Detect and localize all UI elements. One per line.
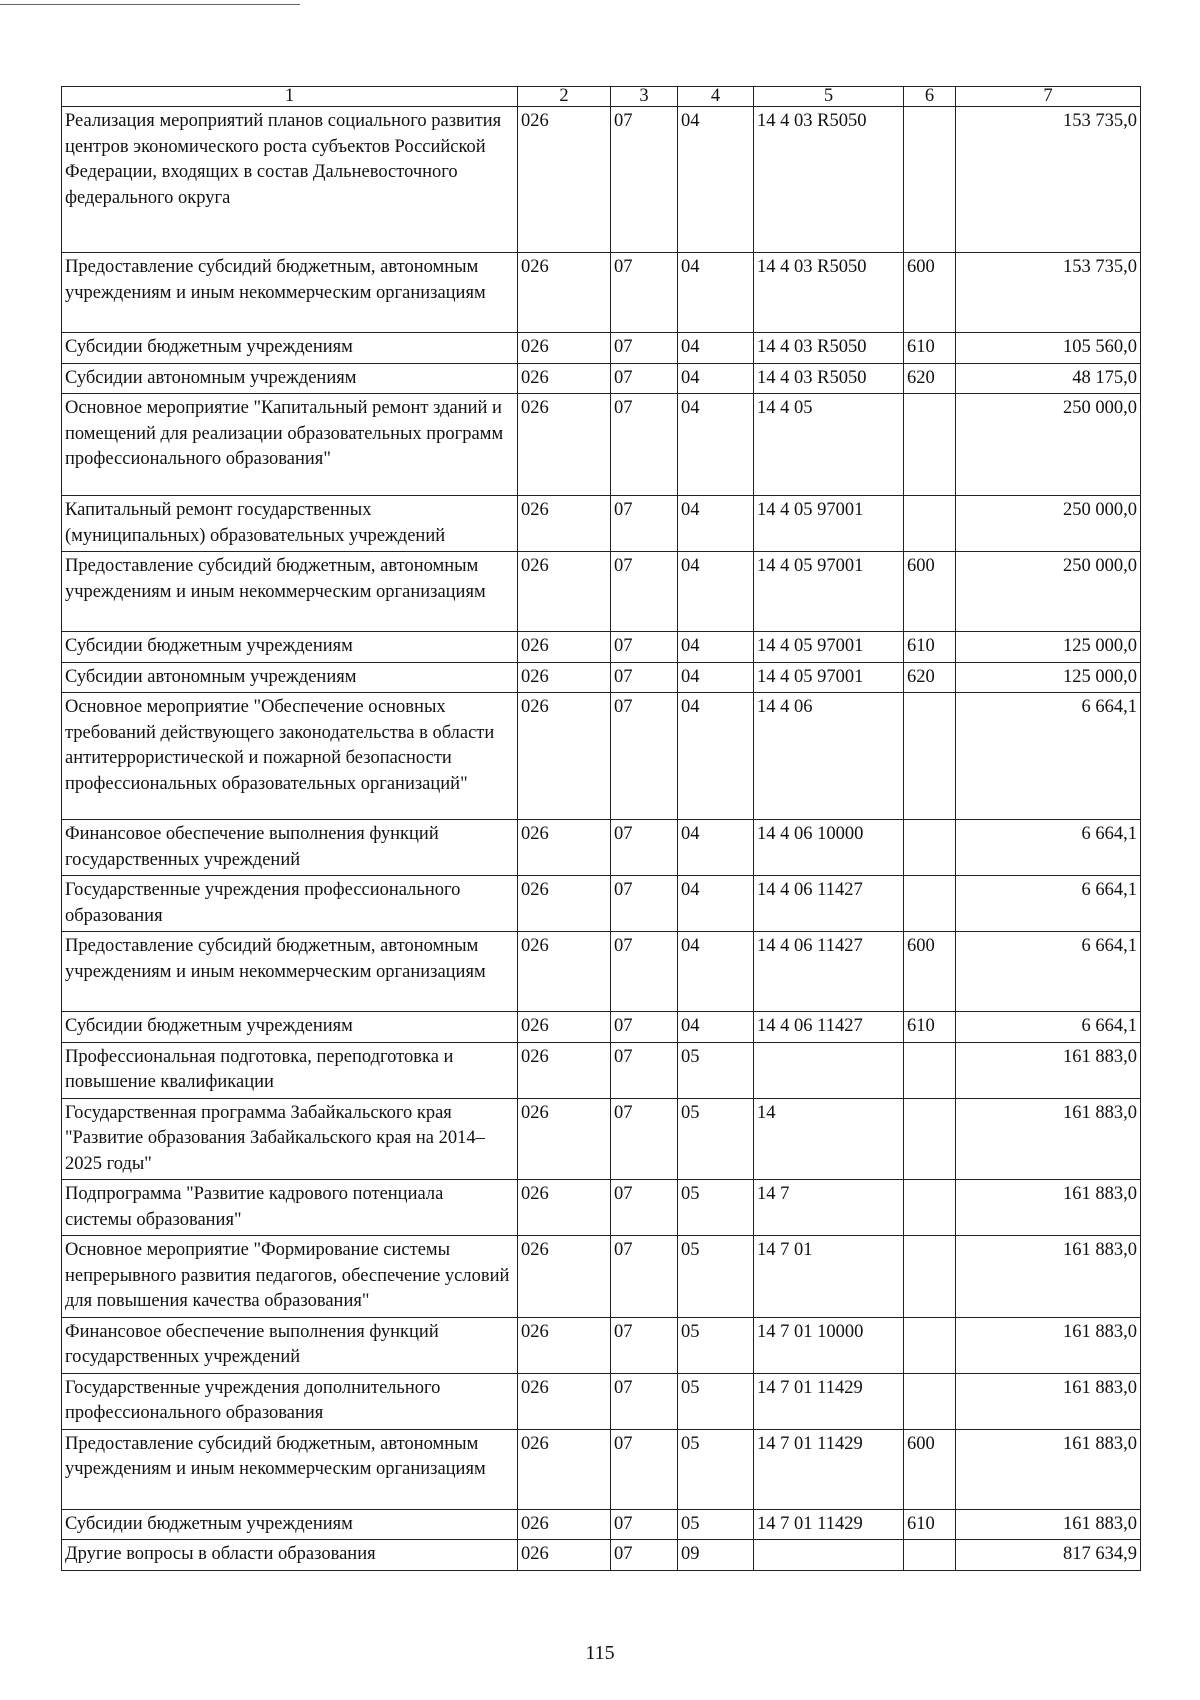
cell-target-article: 14 4 06 11427	[754, 1012, 904, 1043]
cell-admin-code: 026	[518, 107, 611, 253]
cell-expense-type: 610	[904, 333, 956, 364]
cell-amount: 105 560,0	[956, 333, 1141, 364]
table-row	[62, 1317, 1141, 1373]
cell-admin-code: 026	[518, 552, 611, 632]
cell-section: 07	[611, 1373, 678, 1429]
cell-name: Реализация мероприятий планов социального развития центров экономического роста субъектов Российской Федерации, входящих в состав Дальневосточного федерального округа	[62, 107, 518, 253]
cell-expense-type: 610	[904, 1509, 956, 1540]
cell-name: Государственная программа Забайкальского края "Развитие образования Забайкальского края на 2014–2025 годы"	[62, 1098, 518, 1180]
cell-target-article: 14 4 06 10000	[754, 820, 904, 876]
cell-subsection: 05	[678, 1509, 754, 1540]
cell-amount: 6 664,1	[956, 820, 1141, 876]
cell-subsection: 04	[678, 693, 754, 820]
cell-target-article: 14 4 05 97001	[754, 552, 904, 632]
cell-subsection: 04	[678, 496, 754, 552]
cell-subsection: 04	[678, 876, 754, 932]
cell-admin-code: 026	[518, 1180, 611, 1236]
table-body	[62, 107, 1141, 1571]
cell-section: 07	[611, 333, 678, 364]
cell-admin-code: 026	[518, 1317, 611, 1373]
table-row	[62, 1042, 1141, 1098]
cell-target-article	[754, 1540, 904, 1571]
header-cell: 7	[956, 87, 1141, 107]
cell-target-article: 14 7	[754, 1180, 904, 1236]
cell-amount: 6 664,1	[956, 1012, 1141, 1043]
cell-admin-code: 026	[518, 662, 611, 693]
cell-subsection: 04	[678, 253, 754, 333]
top-rule	[0, 4, 300, 5]
cell-subsection: 04	[678, 662, 754, 693]
header-row	[62, 87, 1141, 107]
cell-subsection: 05	[678, 1180, 754, 1236]
table-row	[62, 632, 1141, 663]
cell-section: 07	[611, 1317, 678, 1373]
cell-name: Основное мероприятие "Обеспечение основных требований действующего законодательства в области антитеррористической и пожарной безопасности профессиональных образовательных организаций"	[62, 693, 518, 820]
cell-subsection: 04	[678, 107, 754, 253]
cell-amount: 161 883,0	[956, 1429, 1141, 1509]
cell-target-article: 14 7 01	[754, 1236, 904, 1318]
table-row	[62, 496, 1141, 552]
cell-admin-code: 026	[518, 496, 611, 552]
cell-amount: 153 735,0	[956, 107, 1141, 253]
cell-section: 07	[611, 932, 678, 1012]
cell-amount: 250 000,0	[956, 552, 1141, 632]
cell-name: Финансовое обеспечение выполнения функций государственных учреждений	[62, 1317, 518, 1373]
cell-subsection: 05	[678, 1042, 754, 1098]
cell-admin-code: 026	[518, 1540, 611, 1571]
cell-expense-type: 600	[904, 932, 956, 1012]
cell-section: 07	[611, 820, 678, 876]
cell-amount: 161 883,0	[956, 1509, 1141, 1540]
table-row	[62, 932, 1141, 1012]
cell-amount: 125 000,0	[956, 662, 1141, 693]
cell-admin-code: 026	[518, 693, 611, 820]
cell-name: Предоставление субсидий бюджетным, автономным учреждениям и иным некоммерческим организациям	[62, 552, 518, 632]
cell-amount: 161 883,0	[956, 1373, 1141, 1429]
cell-admin-code: 026	[518, 363, 611, 394]
cell-expense-type	[904, 820, 956, 876]
cell-expense-type	[904, 1540, 956, 1571]
cell-subsection: 04	[678, 552, 754, 632]
cell-amount: 161 883,0	[956, 1317, 1141, 1373]
cell-target-article: 14 7 01 11429	[754, 1373, 904, 1429]
cell-target-article	[754, 1042, 904, 1098]
cell-section: 07	[611, 1429, 678, 1509]
cell-amount: 125 000,0	[956, 632, 1141, 663]
table-row	[62, 107, 1141, 253]
cell-expense-type	[904, 496, 956, 552]
cell-name: Предоставление субсидий бюджетным, автономным учреждениям и иным некоммерческим организациям	[62, 932, 518, 1012]
cell-name: Субсидии бюджетным учреждениям	[62, 632, 518, 663]
cell-section: 07	[611, 1180, 678, 1236]
cell-expense-type: 620	[904, 662, 956, 693]
cell-subsection: 05	[678, 1236, 754, 1318]
cell-target-article: 14 4 03 R5050	[754, 253, 904, 333]
cell-section: 07	[611, 1012, 678, 1043]
cell-amount: 6 664,1	[956, 693, 1141, 820]
cell-name: Предоставление субсидий бюджетным, автономным учреждениям и иным некоммерческим организациям	[62, 1429, 518, 1509]
budget-table	[61, 86, 1141, 1571]
cell-name: Основное мероприятие "Капитальный ремонт зданий и помещений для реализации образовательных программ профессионального образования"	[62, 394, 518, 496]
cell-expense-type	[904, 107, 956, 253]
cell-expense-type: 610	[904, 1012, 956, 1043]
cell-subsection: 05	[678, 1429, 754, 1509]
cell-section: 07	[611, 632, 678, 663]
cell-name: Капитальный ремонт государственных (муниципальных) образовательных учреждений	[62, 496, 518, 552]
header-cell: 6	[904, 87, 956, 107]
cell-expense-type	[904, 394, 956, 496]
cell-amount: 161 883,0	[956, 1180, 1141, 1236]
cell-expense-type	[904, 1317, 956, 1373]
table-row	[62, 363, 1141, 394]
cell-subsection: 04	[678, 632, 754, 663]
header-cell: 4	[678, 87, 754, 107]
cell-section: 07	[611, 552, 678, 632]
table-row	[62, 1373, 1141, 1429]
table-row	[62, 333, 1141, 364]
cell-admin-code: 026	[518, 1098, 611, 1180]
cell-target-article: 14 7 01 10000	[754, 1317, 904, 1373]
cell-expense-type	[904, 1180, 956, 1236]
cell-subsection: 05	[678, 1317, 754, 1373]
cell-amount: 817 634,9	[956, 1540, 1141, 1571]
cell-name: Подпрограмма "Развитие кадрового потенциала системы образования"	[62, 1180, 518, 1236]
cell-section: 07	[611, 693, 678, 820]
cell-admin-code: 026	[518, 1012, 611, 1043]
cell-amount: 161 883,0	[956, 1236, 1141, 1318]
cell-amount: 250 000,0	[956, 496, 1141, 552]
table-row	[62, 394, 1141, 496]
cell-section: 07	[611, 107, 678, 253]
cell-name: Основное мероприятие "Формирование системы непрерывного развития педагогов, обеспечение условий для повышения качества образования"	[62, 1236, 518, 1318]
cell-target-article: 14	[754, 1098, 904, 1180]
cell-expense-type	[904, 876, 956, 932]
cell-section: 07	[611, 1540, 678, 1571]
table-row	[62, 1509, 1141, 1540]
table-row	[62, 1012, 1141, 1043]
cell-expense-type	[904, 1373, 956, 1429]
cell-admin-code: 026	[518, 1042, 611, 1098]
cell-subsection: 04	[678, 363, 754, 394]
cell-subsection: 04	[678, 820, 754, 876]
cell-target-article: 14 4 05 97001	[754, 632, 904, 663]
cell-admin-code: 026	[518, 820, 611, 876]
cell-expense-type: 600	[904, 552, 956, 632]
cell-name: Субсидии бюджетным учреждениям	[62, 1509, 518, 1540]
cell-admin-code: 026	[518, 1373, 611, 1429]
cell-section: 07	[611, 253, 678, 333]
cell-name: Субсидии бюджетным учреждениям	[62, 1012, 518, 1043]
cell-name: Субсидии автономным учреждениям	[62, 363, 518, 394]
cell-name: Финансовое обеспечение выполнения функций государственных учреждений	[62, 820, 518, 876]
cell-amount: 161 883,0	[956, 1098, 1141, 1180]
table-row	[62, 693, 1141, 820]
cell-amount: 6 664,1	[956, 932, 1141, 1012]
cell-amount: 153 735,0	[956, 253, 1141, 333]
cell-expense-type	[904, 1098, 956, 1180]
cell-section: 07	[611, 496, 678, 552]
table-row	[62, 1098, 1141, 1180]
cell-section: 07	[611, 1042, 678, 1098]
cell-admin-code: 026	[518, 1509, 611, 1540]
cell-admin-code: 026	[518, 333, 611, 364]
cell-target-article: 14 4 06 11427	[754, 876, 904, 932]
cell-target-article: 14 4 05 97001	[754, 496, 904, 552]
table-row	[62, 662, 1141, 693]
cell-subsection: 04	[678, 394, 754, 496]
table-row	[62, 552, 1141, 632]
cell-amount: 6 664,1	[956, 876, 1141, 932]
cell-subsection: 04	[678, 932, 754, 1012]
cell-amount: 250 000,0	[956, 394, 1141, 496]
page-number: 115	[585, 1642, 615, 1664]
cell-name: Субсидии бюджетным учреждениям	[62, 333, 518, 364]
cell-admin-code: 026	[518, 1429, 611, 1509]
cell-admin-code: 026	[518, 876, 611, 932]
cell-expense-type	[904, 1236, 956, 1318]
cell-amount: 161 883,0	[956, 1042, 1141, 1098]
cell-subsection: 04	[678, 1012, 754, 1043]
cell-subsection: 05	[678, 1373, 754, 1429]
cell-name: Государственные учреждения профессионального образования	[62, 876, 518, 932]
header-cell: 3	[611, 87, 678, 107]
cell-target-article: 14 4 06	[754, 693, 904, 820]
header-cell: 2	[518, 87, 611, 107]
cell-subsection: 09	[678, 1540, 754, 1571]
table-row	[62, 1429, 1141, 1509]
cell-target-article: 14 4 05 97001	[754, 662, 904, 693]
cell-expense-type: 610	[904, 632, 956, 663]
cell-admin-code: 026	[518, 1236, 611, 1318]
cell-name: Другие вопросы в области образования	[62, 1540, 518, 1571]
cell-target-article: 14 7 01 11429	[754, 1429, 904, 1509]
cell-admin-code: 026	[518, 932, 611, 1012]
cell-section: 07	[611, 363, 678, 394]
cell-subsection: 04	[678, 333, 754, 364]
table-row	[62, 1180, 1141, 1236]
cell-expense-type: 620	[904, 363, 956, 394]
cell-target-article: 14 4 03 R5050	[754, 107, 904, 253]
cell-section: 07	[611, 1509, 678, 1540]
cell-expense-type: 600	[904, 1429, 956, 1509]
table-row	[62, 1236, 1141, 1318]
cell-section: 07	[611, 876, 678, 932]
cell-name: Профессиональная подготовка, переподготовка и повышение квалификации	[62, 1042, 518, 1098]
cell-target-article: 14 4 03 R5050	[754, 363, 904, 394]
cell-name: Предоставление субсидий бюджетным, автономным учреждениям и иным некоммерческим организациям	[62, 253, 518, 333]
cell-target-article: 14 4 03 R5050	[754, 333, 904, 364]
cell-expense-type	[904, 693, 956, 820]
cell-section: 07	[611, 662, 678, 693]
cell-target-article: 14 4 05	[754, 394, 904, 496]
table-row	[62, 820, 1141, 876]
header-cell: 5	[754, 87, 904, 107]
cell-admin-code: 026	[518, 394, 611, 496]
cell-admin-code: 026	[518, 253, 611, 333]
cell-section: 07	[611, 1098, 678, 1180]
header-cell: 1	[62, 87, 518, 107]
table-row	[62, 876, 1141, 932]
cell-subsection: 05	[678, 1098, 754, 1180]
cell-amount: 48 175,0	[956, 363, 1141, 394]
cell-section: 07	[611, 394, 678, 496]
cell-name: Государственные учреждения дополнительного профессионального образования	[62, 1373, 518, 1429]
cell-target-article: 14 7 01 11429	[754, 1509, 904, 1540]
table-row	[62, 253, 1141, 333]
cell-target-article: 14 4 06 11427	[754, 932, 904, 1012]
table-row	[62, 1540, 1141, 1571]
cell-section: 07	[611, 1236, 678, 1318]
cell-expense-type: 600	[904, 253, 956, 333]
cell-admin-code: 026	[518, 632, 611, 663]
cell-expense-type	[904, 1042, 956, 1098]
cell-name: Субсидии автономным учреждениям	[62, 662, 518, 693]
